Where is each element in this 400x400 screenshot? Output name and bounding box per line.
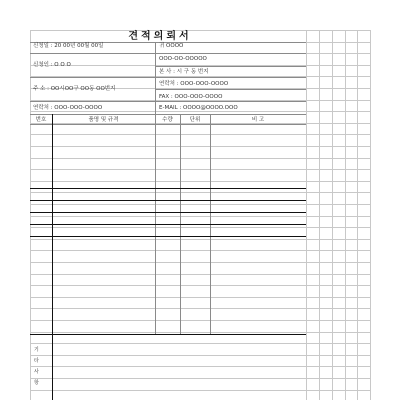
contact-right: 연락처 : OOO-OOO-OOOO (159, 81, 229, 87)
fax-number: FAX : OOO-OOO-OOOO (159, 94, 223, 100)
form-vline (155, 42, 156, 114)
request-date: 신청일 : 20 00년 00월 00일 (33, 43, 104, 49)
grid-col-line (357, 30, 358, 400)
header-qty: 수량 (162, 117, 173, 123)
form-hline (30, 77, 306, 78)
email: E-MAIL : OOOO@OOOO.OOO (159, 105, 238, 111)
form-vline (52, 334, 53, 400)
grid-col-line (345, 30, 346, 400)
form-hline (30, 200, 306, 201)
grid-col-line (306, 30, 307, 400)
recipient: 귀 OOOO (159, 43, 184, 49)
form-hline (30, 212, 306, 213)
header-note: 비 고 (251, 117, 265, 123)
other-notes-char-4: 항 (34, 380, 39, 386)
other-notes-char-3: 사 (34, 369, 39, 375)
grid-col-line (30, 30, 31, 400)
form-title: 견적의뢰서 (128, 31, 192, 42)
form-hline (30, 188, 306, 189)
form-hline (30, 236, 306, 237)
grid-col-line (319, 30, 320, 400)
business-number: OOO-OO-OOOOO (159, 56, 207, 62)
form-hline (30, 334, 306, 335)
applicant: 신청인 : O O O (33, 62, 71, 68)
header-unit: 단위 (189, 117, 201, 123)
address: 주 소 : OO시OO구 OO동 OO번지 (33, 86, 116, 92)
header-no: 번호 (35, 117, 47, 123)
grid-col-line (332, 30, 333, 400)
head-office: 본 사 : 시 구 동 번지 (159, 69, 209, 75)
contact-left: 연락처 : OOO-OOO-OOOO (33, 105, 103, 111)
form-hline (155, 89, 306, 90)
form-hline (30, 114, 306, 115)
other-notes-char-2: 타 (34, 358, 39, 364)
other-notes-char-1: 기 (34, 347, 39, 353)
header-item: 품명 및 규격 (88, 117, 119, 123)
grid-col-line (370, 30, 371, 400)
form-hline (30, 224, 306, 225)
form-hline (155, 66, 306, 67)
form-hline (30, 53, 306, 54)
